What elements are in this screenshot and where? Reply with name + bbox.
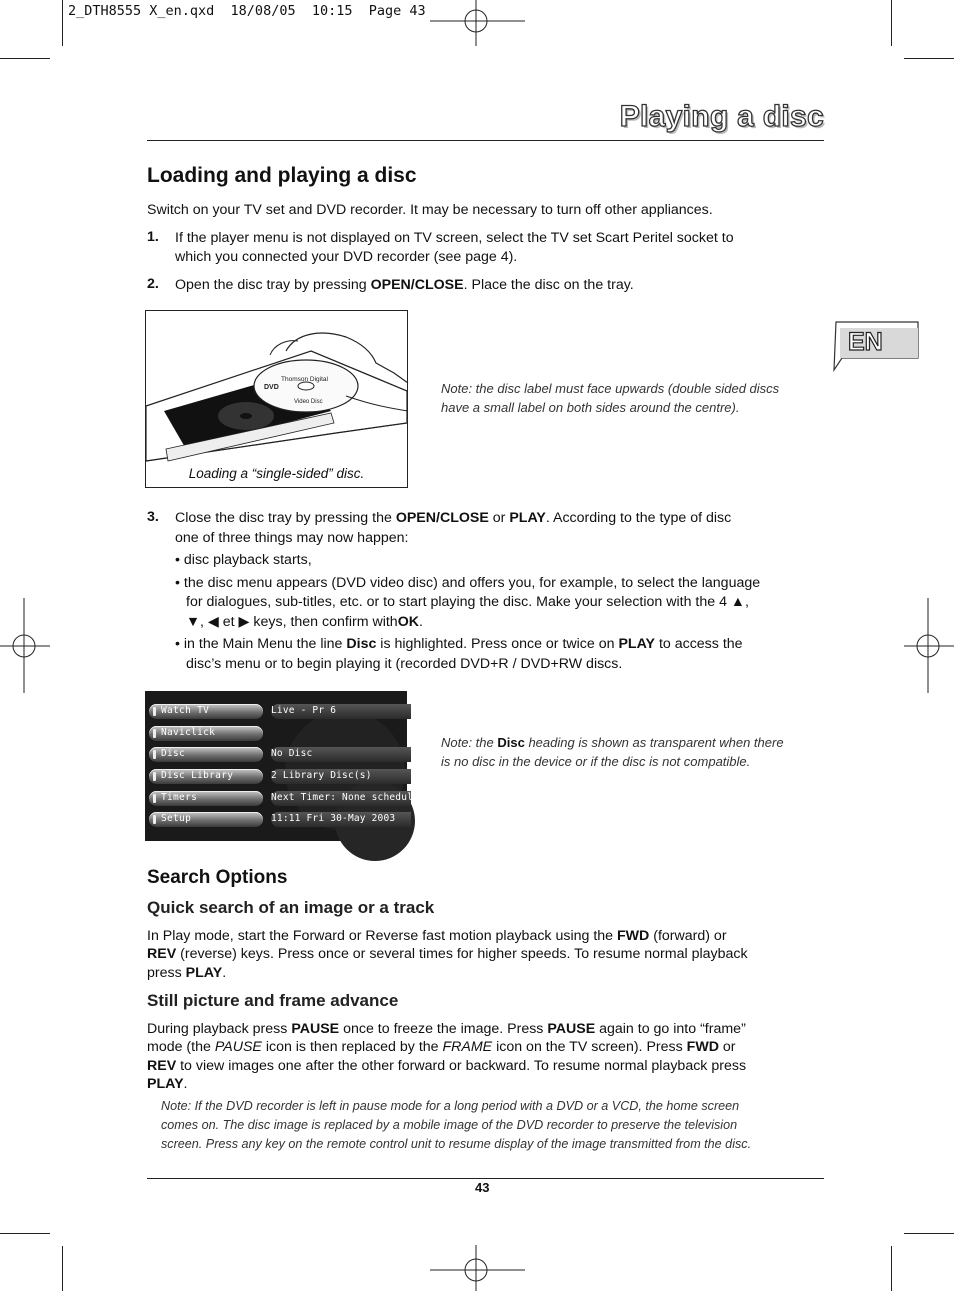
step3-line1 bbox=[175, 509, 731, 528]
language-badge bbox=[828, 318, 920, 374]
text: press bbox=[147, 965, 186, 981]
intro-text: Switch on your TV set and DVD recorder. It may be necessary to turn off other appliances. bbox=[147, 202, 713, 218]
svg-text:DVD bbox=[264, 384, 279, 391]
menu-value-text: No Disc bbox=[271, 748, 313, 759]
text: Note: the bbox=[441, 735, 498, 750]
key-play: PLAY bbox=[618, 636, 655, 652]
menu-value-text: 2 Library Disc(s) bbox=[271, 770, 372, 781]
menu-item-setup bbox=[149, 812, 263, 827]
note-pause-mode bbox=[161, 1097, 751, 1154]
key-disc: Disc bbox=[497, 735, 525, 750]
crop-mark bbox=[891, 0, 892, 46]
menu-value-text: Next Timer: None scheduled bbox=[271, 792, 425, 803]
step-number: 2. bbox=[147, 276, 159, 292]
menu-item-watch-tv bbox=[149, 704, 263, 719]
key-play: PLAY bbox=[147, 1076, 184, 1092]
bullet-main-menu-line1 bbox=[175, 635, 743, 654]
menu-item-label: Setup bbox=[161, 813, 192, 824]
step3-line2: one of three things may now happen: bbox=[175, 530, 409, 546]
step2-text bbox=[175, 276, 634, 295]
crop-mark bbox=[904, 58, 954, 59]
registration-mark-bottom bbox=[430, 1245, 525, 1291]
file-header: 2_DTH8555 X_en.qxd 18/08/05 10:15 Page 43 bbox=[68, 3, 426, 19]
crop-mark bbox=[62, 0, 63, 46]
text: Close the disc tray by pressing the bbox=[175, 510, 396, 526]
dvd-recorder-illustration bbox=[146, 311, 407, 487]
note-line: is no disc in the device or if the disc is not compatible. bbox=[441, 754, 751, 769]
text: (reverse) keys. Press once or several times for higher speeds. To resume normal playback bbox=[176, 946, 748, 962]
step1-line1: If the player menu is not displayed on TV screen, select the TV set Scart Peritel socket to bbox=[175, 230, 734, 246]
text: ▼, ◀ et ▶ keys, then confirm with bbox=[186, 614, 398, 630]
text: . According to the type of disc bbox=[545, 510, 732, 526]
text: mode (the bbox=[147, 1039, 215, 1055]
note-line: screen. Press any key on the remote control unit to resume display of the image transmitted from the disc. bbox=[161, 1137, 752, 1151]
still-picture-line2 bbox=[147, 1038, 736, 1057]
text: again to go into “frame” bbox=[595, 1021, 746, 1037]
menu-item-naviclick bbox=[149, 726, 263, 741]
menu-value-text: 11:11 Fri 30-May 2003 bbox=[271, 813, 396, 824]
quick-search-line2 bbox=[147, 945, 748, 964]
key-open-close: OPEN/CLOSE bbox=[395, 510, 489, 526]
crop-mark bbox=[0, 58, 50, 59]
note-disc-label bbox=[441, 379, 779, 417]
note-line: comes on. The disc image is replaced by a mobile image of the DVD recorder to preserve the television bbox=[161, 1118, 738, 1132]
text: . bbox=[418, 614, 423, 630]
menu-item-label: Disc bbox=[161, 748, 186, 759]
text: once to freeze the image. Press bbox=[339, 1021, 548, 1037]
svg-text:Thomson Digital bbox=[281, 376, 329, 383]
crop-mark bbox=[904, 1233, 954, 1234]
bullet-main-menu-line2: disc’s menu or to begin playing it (recorded DVD+R / DVD+RW discs. bbox=[186, 656, 623, 672]
title-rule bbox=[147, 140, 824, 141]
key-open-close: OPEN/CLOSE bbox=[370, 277, 464, 293]
note-disc-heading bbox=[441, 733, 784, 771]
bullet-playback: • disc playback starts, bbox=[175, 552, 312, 568]
key-rev: REV bbox=[147, 1058, 177, 1074]
step1-line2: which you connected your DVD recorder (see page 4). bbox=[175, 249, 518, 265]
text: heading is shown as transparent when there bbox=[524, 735, 784, 750]
text: In Play mode, start the Forward or Reverse fast motion playback using the bbox=[147, 928, 617, 944]
still-picture-line3 bbox=[147, 1057, 746, 1076]
key-pause: PAUSE bbox=[291, 1021, 340, 1037]
registration-mark-top bbox=[430, 0, 525, 50]
footer-rule bbox=[147, 1178, 824, 1179]
quick-search-line3 bbox=[147, 964, 226, 983]
menu-item-label: Naviclick bbox=[161, 727, 216, 738]
menu-value bbox=[271, 704, 411, 719]
menu-value bbox=[271, 812, 411, 827]
figure-caption: Loading a “single-sided” disc. bbox=[188, 466, 365, 481]
bullet-menu-line2: for dialogues, sub-titles, etc. or to start playing the disc. Make your selection with the 4 ▲, bbox=[186, 594, 749, 610]
crop-mark bbox=[0, 1233, 50, 1234]
bullet-menu-line1: • the disc menu appears (DVD video disc) and offers you, for example, to select the language bbox=[175, 575, 761, 591]
key-pause: PAUSE bbox=[547, 1021, 596, 1037]
subsection-title-quick-search: Quick search of an image or a track bbox=[147, 898, 435, 917]
svg-text:Video Disc bbox=[294, 399, 323, 405]
crop-mark bbox=[891, 1246, 892, 1291]
key-disc: Disc bbox=[346, 636, 377, 652]
text: icon on the TV screen). Press bbox=[492, 1039, 687, 1055]
note-line: Note: the disc label must face upwards (double sided discs bbox=[441, 381, 780, 396]
menu-item-disc-library bbox=[149, 769, 263, 784]
registration-mark-right bbox=[904, 598, 954, 693]
key-play: PLAY bbox=[509, 510, 546, 526]
still-picture-line4 bbox=[147, 1075, 188, 1094]
registration-mark-left bbox=[0, 598, 50, 693]
section-title-loading: Loading and playing a disc bbox=[147, 164, 417, 187]
dvd-logo: DVD bbox=[264, 384, 279, 391]
text: . bbox=[222, 965, 227, 981]
quick-search-line1 bbox=[147, 927, 727, 946]
step-number: 3. bbox=[147, 509, 159, 525]
still-picture-line1 bbox=[147, 1020, 746, 1039]
language-badge-label: EN bbox=[848, 328, 883, 356]
text: During playback press bbox=[147, 1021, 292, 1037]
step-number: 1. bbox=[147, 229, 159, 245]
key-rev: REV bbox=[147, 946, 177, 962]
note-line: have a small label on both sides around the centre). bbox=[441, 400, 740, 415]
text: to view images one after the other forward or backward. To resume normal playback press bbox=[176, 1058, 747, 1074]
bullet-menu-line3 bbox=[186, 613, 423, 632]
subsection-title-still-picture: Still picture and frame advance bbox=[147, 991, 399, 1010]
text: . bbox=[183, 1076, 188, 1092]
note-line: Note: If the DVD recorder is left in pause mode for a long period with a DVD or a VCD, the home screen bbox=[161, 1099, 740, 1113]
menu-item-label: Timers bbox=[161, 792, 198, 803]
key-fwd: FWD bbox=[686, 1039, 719, 1055]
text: is highlighted. Press once or twice on bbox=[376, 636, 619, 652]
text: • in the Main Menu the line bbox=[175, 636, 347, 652]
text: to access the bbox=[655, 636, 743, 652]
crop-mark bbox=[62, 1246, 63, 1291]
menu-value-text: Live - Pr 6 bbox=[271, 705, 337, 716]
menu-value bbox=[271, 769, 411, 784]
menu-value bbox=[271, 791, 425, 806]
text: (forward) or bbox=[649, 928, 727, 944]
text: . Place the disc on the tray. bbox=[463, 277, 634, 293]
menu-item-label: Watch TV bbox=[161, 705, 210, 716]
figure-loading-disc bbox=[145, 310, 408, 488]
menu-value bbox=[271, 747, 411, 762]
key-play: PLAY bbox=[185, 965, 223, 981]
page-title: Playing a disc bbox=[619, 100, 824, 133]
disc-label-text1: Thomson Digital bbox=[281, 376, 328, 383]
key-ok: OK bbox=[397, 614, 419, 630]
text: Open the disc tray by pressing bbox=[175, 277, 371, 293]
pause-icon-label: PAUSE bbox=[214, 1039, 262, 1055]
menu-item-disc bbox=[149, 747, 263, 762]
text: or bbox=[488, 510, 510, 526]
text: icon is then replaced by the bbox=[261, 1039, 443, 1055]
key-fwd: FWD bbox=[616, 928, 650, 944]
main-menu-screenshot bbox=[145, 691, 425, 841]
frame-icon-label: FRAME bbox=[442, 1039, 493, 1055]
note-line bbox=[441, 733, 784, 752]
section-title-search: Search Options bbox=[147, 867, 288, 888]
disc-label-text2: Video Disc bbox=[294, 399, 323, 405]
menu-item-label: Disc Library bbox=[161, 770, 234, 781]
page-number: 43 bbox=[475, 1180, 490, 1195]
text: or bbox=[718, 1039, 736, 1055]
menu-item-timers bbox=[149, 791, 263, 806]
